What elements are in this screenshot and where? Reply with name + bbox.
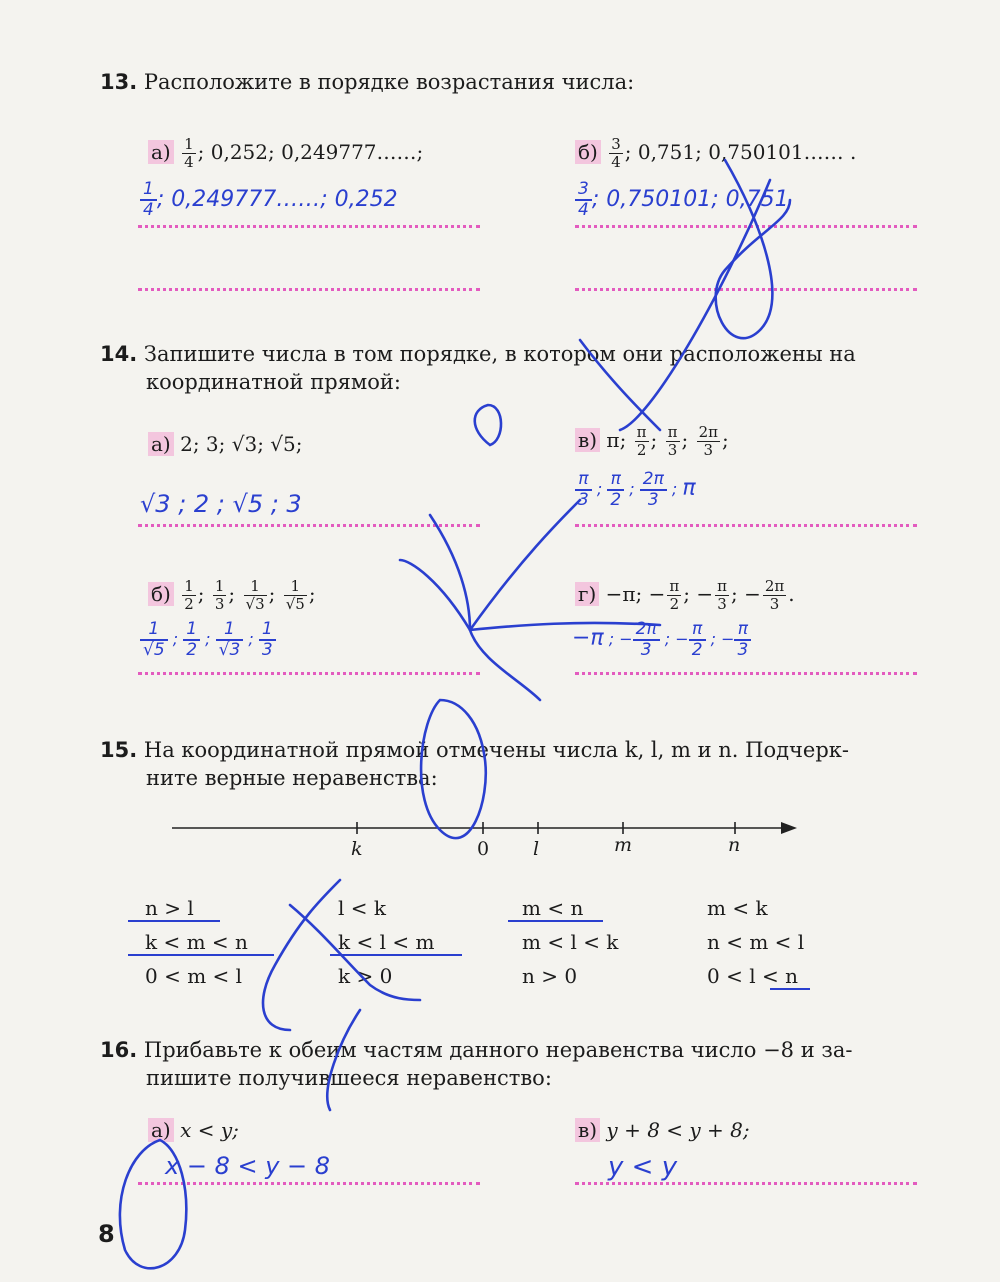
ineq-k-gt-0[interactable]: k > 0 [338,964,393,988]
answer-14b: $\frac{1}{√5}$ ; $\frac{1}{2}$ ; $\frac{1}{√3}$ ; $\frac{1}{3}$ [140,620,276,660]
ineq-n-lt-m-lt-l[interactable]: n < m < l [707,930,805,954]
problem-15-heading-line2: ните верные неравенства: [146,766,438,790]
problem-14a: а) 2; 3; √3; √5; [148,432,303,456]
problem-13b: б) $\frac{3}{4}$ ; 0,751; 0,750101…… . [575,136,856,171]
axis-label-zero: 0 [477,838,490,860]
problem-14g: г) −π; − $\frac{\pi}{2}$ ; − $\frac{\pi}{3}$ ; − $\frac{2\pi}{3}$ . [575,578,795,613]
axis-label-k: k [351,838,363,860]
ineq-m-lt-n[interactable]: m < n [522,896,584,920]
problem-16-heading: 16. Прибавьте к обеим частям данного неравенства число −8 и за- [100,1038,853,1062]
axis-label-n: n [728,834,741,856]
ineq-l-lt-k[interactable]: l < k [338,896,386,920]
answer-14a: √3 ; 2 ; √5 ; 3 [140,490,302,518]
ineq-n-gt-0[interactable]: n > 0 [522,964,578,988]
problem-14v: в) π; $\frac{\pi}{2}$ ; $\frac{\pi}{3}$ ; $\frac{2\pi}{3}$ ; [575,424,729,459]
problem-16-heading-line2: пишите получившееся неравенство: [146,1066,552,1090]
ineq-m-lt-l-lt-k[interactable]: m < l < k [522,930,619,954]
problem-16v: в) y + 8 < y + 8; [575,1118,750,1142]
problem-13a: а) $\frac{1}{4}$ ; 0,252; 0,249777……; [148,136,423,171]
answer-14v: $\frac{\pi}{3}$ ; $\frac{\pi}{2}$ ; $\frac{2\pi}{3}$ ; π [575,470,696,510]
answer-16a: x − 8 < y − 8 [165,1152,331,1180]
problem-15-heading: 15. На координатной прямой отмечены числа k, l, m и n. Подчерк- [100,738,850,762]
answer-13a: $\frac{1}{4}$ ; 0,249777……; 0,252 [140,180,398,220]
problem-16a: а) x < y; [148,1118,239,1142]
ineq-0-lt-m-lt-l[interactable]: 0 < m < l [145,964,243,988]
ineq-n-gt-l[interactable]: n > l [145,896,194,920]
answer-14g: −π ; − $\frac{2\pi}{3}$ ; − $\frac{\pi}{2}$ ; − $\frac{\pi}{3}$ [572,620,751,660]
page-number: 8 [98,1220,115,1248]
problem-14b: б) $\frac{1}{2}$ ; $\frac{1}{3}$ ; $\frac{1}{√3}$ ; $\frac{1}{√5}$ ; [148,578,316,613]
problem-14-heading: 14. Запишите числа в том порядке, в котором они расположены на [100,342,856,366]
ineq-k-lt-l-lt-m[interactable]: k < l < m [338,930,435,954]
axis-label-m: m [614,834,633,856]
answer-13b: $\frac{3}{4}$ ; 0,750101; 0,751 [575,180,789,220]
ineq-k-lt-m-lt-n[interactable]: k < m < n [145,930,248,954]
answer-16v: y < y [608,1152,678,1182]
axis-label-l: l [533,838,540,860]
ineq-0-lt-l-lt-n[interactable]: 0 < l < n [707,964,798,988]
ineq-m-lt-k[interactable]: m < k [707,896,768,920]
problem-13-heading: 13. Расположите в порядке возрастания числа: [100,70,635,94]
problem-14-heading-line2: координатной прямой: [146,370,401,394]
